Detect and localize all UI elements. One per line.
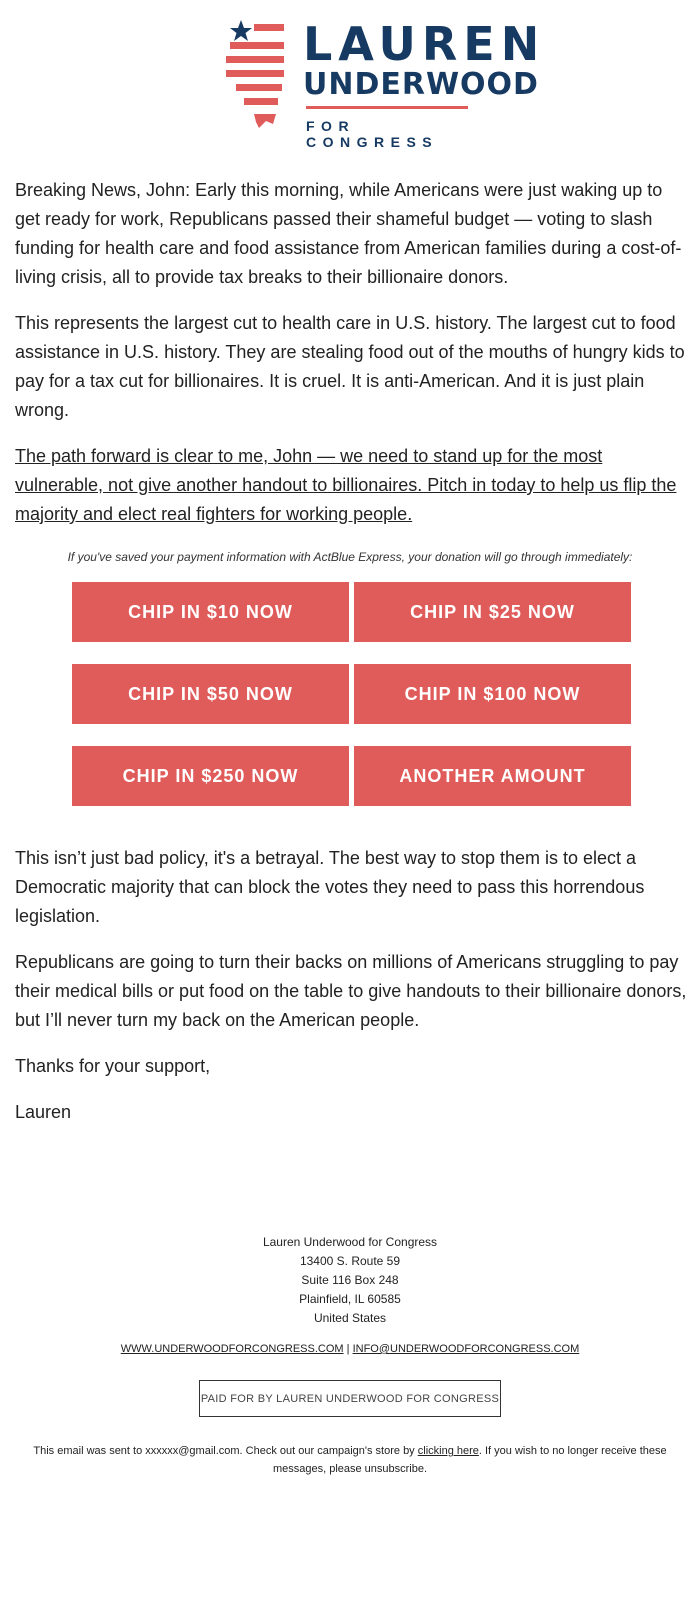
donation-button-grid: [72, 582, 632, 806]
paragraph-breaking-news: Breaking News, John: Early this morning, while Americans were just waking up to get ready for work, Republicans passed their shameful budget — voting to slash funding for health care and food assistance from American families during a cost-of-living crisis, all to provide tax breaks to their billionaire donors.: [15, 180, 682, 287]
paragraph-largest-cut: This represents the largest cut to health care in U.S. history. The largest cut to food assistance in U.S. history. They are stealing food out of the mouths of hungry kids to pay for a tax cut for billionaires. It is cruel. It is anti-American. And it is just plain wrong.: [15, 313, 685, 420]
chip-in-100-button[interactable]: CHIP IN $100 NOW: [354, 664, 631, 724]
logo-first-name: LAUREN: [303, 17, 546, 71]
logo-tagline: FOR CONGRESS: [306, 118, 439, 150]
sent-prefix: This email was sent to xxxxxx@gmail.com. Check out our campaign's store by: [33, 1445, 418, 1457]
donate-text-link[interactable]: The path forward is clear to me, John — we need to stand up for the most vulnerable, not give another handout to billionaires. Pitch in today to help us flip the majority and elect real fighters for working people.: [15, 446, 677, 524]
sent-suffix: . If you wish to no longer receive these messages, please unsubscribe.: [272, 1445, 667, 1475]
footer-address: [0, 1233, 700, 1328]
campaign-logo: [226, 17, 546, 150]
chip-in-10-button[interactable]: CHIP IN $10 NOW: [72, 582, 349, 642]
signature: Lauren: [15, 1102, 72, 1122]
footer-city: Plainfield, IL 60585: [299, 1292, 401, 1306]
chip-in-50-button[interactable]: CHIP IN $50 NOW: [72, 664, 349, 724]
footer-org: Lauren Underwood for Congress: [262, 1235, 438, 1249]
another-amount-button[interactable]: ANOTHER AMOUNT: [354, 746, 631, 806]
illinois-flag-icon: [226, 18, 288, 128]
paragraph-betrayal: This isn’t just bad policy, it's a betrayal. The best way to stop them is to elect a Democratic majority that can block the votes they need to pass this horrendous legislation.: [15, 848, 645, 926]
star-icon: [230, 20, 252, 41]
email-body-top: [15, 176, 687, 546]
store-link[interactable]: clicking here: [417, 1445, 479, 1457]
paid-for-disclaimer: PAID FOR BY LAUREN UNDERWOOD FOR CONGRESS: [199, 1380, 501, 1417]
sent-to-notice: [24, 1442, 676, 1478]
link-separator: |: [346, 1343, 350, 1355]
footer-street: 13400 S. Route 59: [299, 1254, 401, 1268]
signoff: Thanks for your support,: [15, 1056, 211, 1076]
actblue-express-note: If you've saved your payment information with ActBlue Express, your donation will go through immediately:: [67, 550, 633, 564]
chip-in-25-button[interactable]: CHIP IN $25 NOW: [354, 582, 631, 642]
footer-links: [0, 1343, 700, 1355]
logo-last-name: UNDERWOOD: [303, 67, 539, 102]
footer-suite: Suite 116 Box 248: [301, 1273, 399, 1287]
logo-divider: [306, 106, 468, 109]
chip-in-250-button[interactable]: CHIP IN $250 NOW: [72, 746, 349, 806]
email-body-bottom: [15, 844, 687, 1144]
email-link[interactable]: INFO@UNDERWOODFORCONGRESS.COM: [352, 1343, 580, 1355]
website-link[interactable]: WWW.UNDERWOODFORCONGRESS.COM: [120, 1343, 344, 1355]
footer-country: United States: [313, 1311, 387, 1325]
paragraph-turn-backs: Republicans are going to turn their backs on millions of Americans struggling to pay their medical bills or put food on the table to give handouts to their billionaire donors, but I’ll never turn my back on the American people.: [15, 952, 687, 1030]
